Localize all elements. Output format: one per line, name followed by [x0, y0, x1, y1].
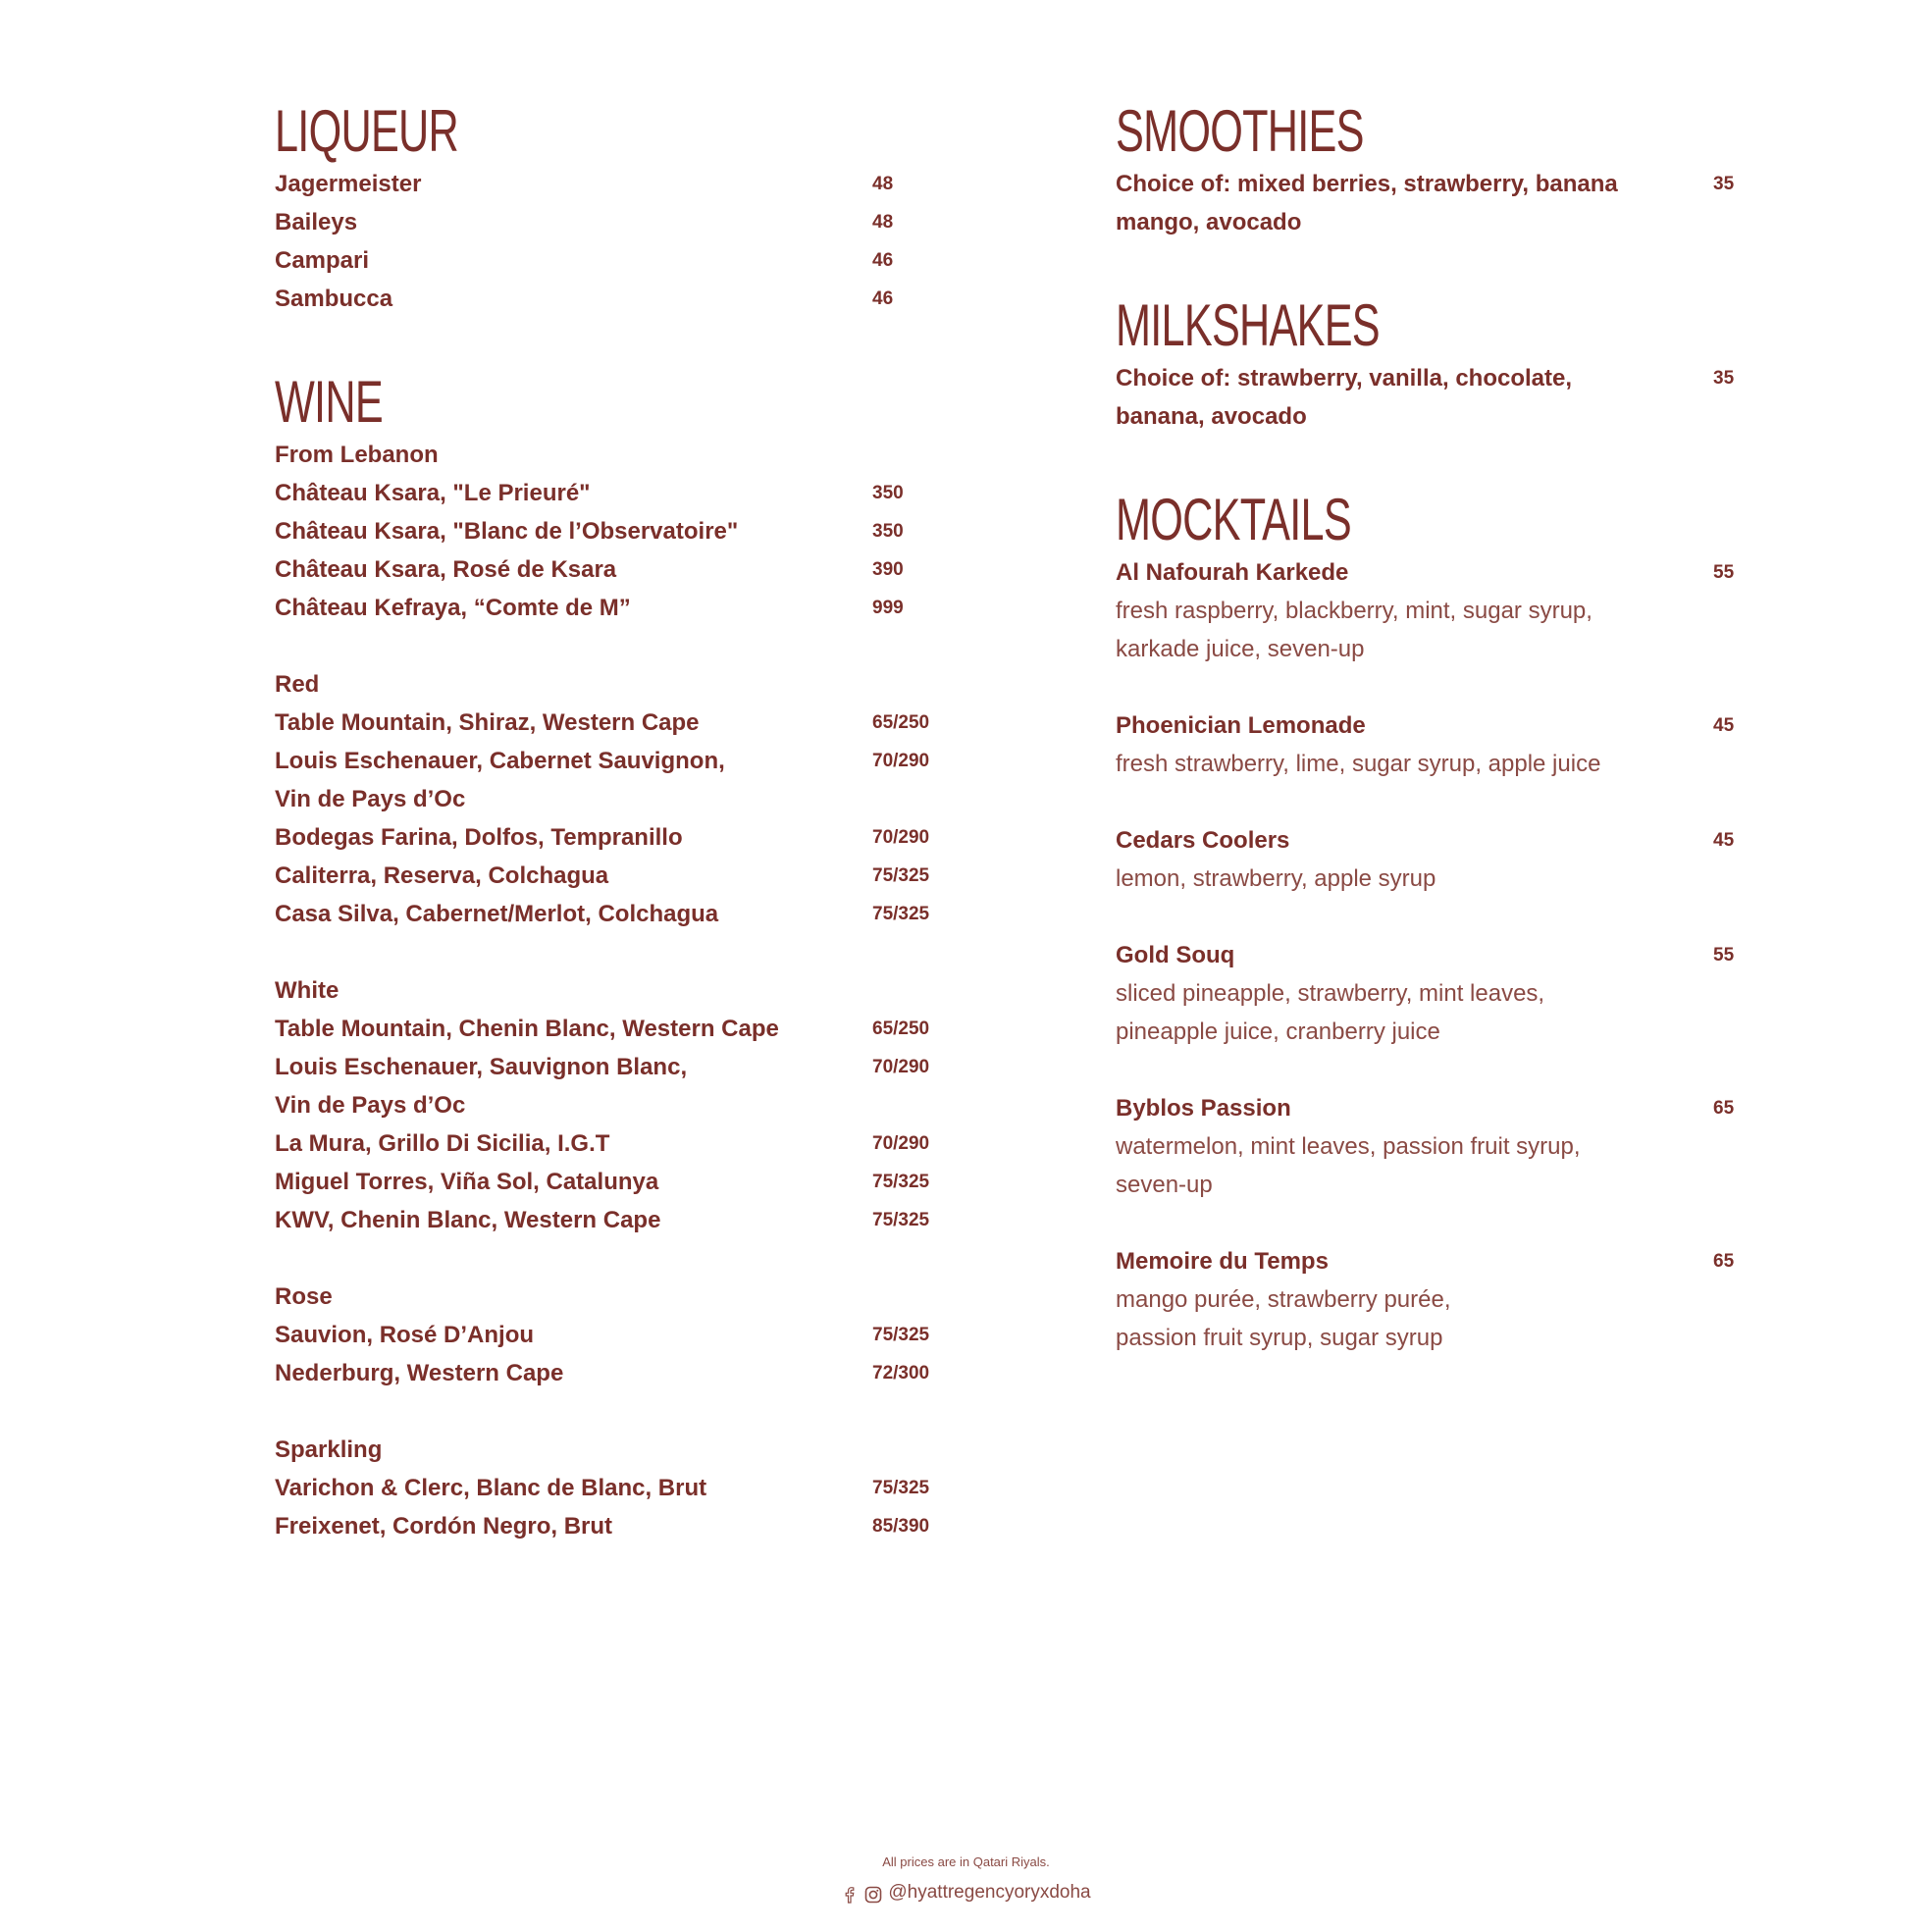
item-price: 65 — [1713, 1098, 1735, 1119]
left-column — [275, 98, 962, 1596]
item-name: Vin de Pays d’Oc — [275, 1092, 466, 1119]
right-column — [1116, 98, 1749, 1408]
menu-item — [275, 704, 962, 742]
item-name: Louis Eschenauer, Sauvignon Blanc, — [275, 1054, 688, 1080]
social-handle-text[interactable]: @hyattregencyoryxdoha — [888, 1882, 1091, 1903]
menu-item — [275, 780, 962, 818]
mocktail-item — [1116, 1242, 1749, 1357]
mocktails-section — [1116, 487, 1749, 1357]
item-description: mango purée, strawberry purée, — [1116, 1286, 1451, 1313]
item-name: Table Mountain, Chenin Blanc, Western Cape — [275, 1016, 779, 1042]
menu-item — [275, 1086, 962, 1124]
menu-item — [275, 1010, 962, 1048]
item-price: 72/300 — [872, 1363, 930, 1384]
item-price: 70/290 — [872, 1133, 930, 1154]
menu-item — [275, 1316, 962, 1354]
item-name: Vin de Pays d’Oc — [275, 786, 466, 812]
item-price: 65/250 — [872, 1018, 930, 1039]
item-name: KWV, Chenin Blanc, Western Cape — [275, 1207, 661, 1233]
item-name: Caliterra, Reserva, Colchagua — [275, 862, 609, 889]
menu-item — [1116, 359, 1749, 397]
mocktail-item — [1116, 936, 1749, 1051]
item-name: Phoenician Lemonade — [1116, 712, 1366, 739]
item-name: Byblos Passion — [1116, 1095, 1291, 1122]
item-price: 75/325 — [872, 1210, 930, 1230]
item-name: Campari — [275, 247, 370, 274]
section-title-liqueur: LIQUEUR — [275, 98, 458, 164]
item-price: 85/390 — [872, 1516, 930, 1537]
subheading-red: Red — [275, 671, 320, 698]
item-name: Memoire du Temps — [1116, 1248, 1329, 1275]
spacer — [275, 1239, 962, 1278]
menu-item — [1116, 1089, 1749, 1127]
subheading-lebanon: From Lebanon — [275, 442, 439, 468]
subheading-sparkling: Sparkling — [275, 1436, 383, 1463]
item-description: fresh strawberry, lime, sugar syrup, apple juice — [1116, 751, 1601, 777]
menu-item — [275, 1201, 962, 1239]
item-description: lemon, strawberry, apple syrup — [1116, 865, 1436, 892]
item-name: Château Ksara, "Blanc de l’Observatoire" — [275, 518, 739, 545]
item-name: Casa Silva, Cabernet/Merlot, Colchagua — [275, 901, 719, 927]
item-name: Sauvion, Rosé D’Anjou — [275, 1322, 535, 1348]
menu-item — [275, 512, 962, 550]
item-price: 75/325 — [872, 904, 930, 924]
item-price: 35 — [1713, 174, 1735, 194]
item-price: 48 — [872, 174, 894, 194]
item-price: 45 — [1713, 715, 1735, 736]
item-name: Table Mountain, Shiraz, Western Cape — [275, 709, 700, 736]
item-name: Château Kefraya, “Comte de M” — [275, 595, 631, 621]
mocktail-item — [1116, 706, 1749, 783]
spacer — [275, 933, 962, 971]
item-price: 70/290 — [872, 1057, 930, 1077]
spacer — [275, 1392, 962, 1431]
item-name: Gold Souq — [1116, 942, 1235, 968]
menu-item — [275, 1507, 962, 1545]
item-price: 75/325 — [872, 865, 930, 886]
item-name: La Mura, Grillo Di Sicilia, I.G.T — [275, 1130, 610, 1157]
menu-item — [275, 1354, 962, 1392]
item-description: seven-up — [1116, 1172, 1213, 1198]
item-name: Sambucca — [275, 286, 393, 312]
smoothies-section — [1116, 98, 1749, 241]
item-name: Miguel Torres, Viña Sol, Catalunya — [275, 1169, 659, 1195]
item-name: Freixenet, Cordón Negro, Brut — [275, 1513, 613, 1540]
item-name: Nederburg, Western Cape — [275, 1360, 564, 1386]
item-price: 70/290 — [872, 827, 930, 848]
item-price: 350 — [872, 521, 904, 542]
item-name: Château Ksara, Rosé de Ksara — [275, 556, 617, 583]
item-price: 65/250 — [872, 712, 930, 733]
item-description: sliced pineapple, strawberry, mint leaves, — [1116, 980, 1545, 1007]
item-price: 999 — [872, 598, 904, 618]
item-price: 35 — [1713, 368, 1735, 389]
item-description: karkade juice, seven-up — [1116, 636, 1365, 662]
item-name: Cedars Coolers — [1116, 827, 1290, 854]
item-price: 390 — [872, 559, 904, 580]
item-price: 75/325 — [872, 1172, 930, 1192]
subheading-rose: Rose — [275, 1283, 333, 1310]
item-price: 75/325 — [872, 1325, 930, 1345]
menu-item — [1116, 553, 1749, 592]
item-name: Louis Eschenauer, Cabernet Sauvignon, — [275, 748, 725, 774]
menu-item — [1116, 165, 1749, 203]
item-price: 46 — [872, 288, 894, 309]
item-name: mango, avocado — [1116, 209, 1302, 235]
section-title-smoothies: SMOOTHIES — [1116, 98, 1364, 164]
item-price: 55 — [1713, 945, 1735, 966]
menu-item — [1116, 706, 1749, 745]
menu-item — [275, 1469, 962, 1507]
wine-section — [275, 369, 962, 1545]
menu-item — [275, 895, 962, 933]
item-description: pineapple juice, cranberry juice — [1116, 1018, 1440, 1045]
item-name: Jagermeister — [275, 171, 422, 197]
menu-item — [275, 203, 962, 241]
section-title-milkshakes: MILKSHAKES — [1116, 292, 1380, 358]
menu-item-continued — [1116, 397, 1749, 436]
menu-item — [275, 818, 962, 857]
menu-item — [275, 550, 962, 589]
item-price: 48 — [872, 212, 894, 233]
menu-item — [275, 241, 962, 280]
item-name: Varichon & Clerc, Blanc de Blanc, Brut — [275, 1475, 707, 1501]
menu-item — [275, 857, 962, 895]
menu-item — [275, 589, 962, 627]
mocktail-item — [1116, 821, 1749, 898]
item-description: passion fruit syrup, sugar syrup — [1116, 1325, 1443, 1351]
spacer — [275, 627, 962, 665]
menu-item — [1116, 821, 1749, 860]
menu-item-continued — [1116, 203, 1749, 241]
item-name: Château Ksara, "Le Prieuré" — [275, 480, 591, 506]
menu-item — [275, 280, 962, 318]
item-name: Al Nafourah Karkede — [1116, 559, 1349, 586]
mocktail-item — [1116, 1089, 1749, 1204]
item-name: banana, avocado — [1116, 403, 1307, 430]
item-description: watermelon, mint leaves, passion fruit syrup, — [1116, 1133, 1581, 1160]
menu-item — [275, 742, 962, 780]
item-price: 46 — [872, 250, 894, 271]
menu-item — [275, 165, 962, 203]
price-note: All prices are in Qatari Riyals. — [882, 1854, 1050, 1869]
menu-item — [275, 1048, 962, 1086]
liqueur-section — [275, 98, 962, 318]
milkshakes-section — [1116, 292, 1749, 436]
instagram-icon[interactable] — [864, 1884, 882, 1902]
item-price: 55 — [1713, 562, 1735, 583]
item-name: Choice of: mixed berries, strawberry, banana — [1116, 171, 1618, 197]
item-description: fresh raspberry, blackberry, mint, sugar syrup, — [1116, 598, 1593, 624]
menu-item — [275, 1124, 962, 1163]
subheading-white: White — [275, 977, 339, 1004]
item-price: 350 — [872, 483, 904, 503]
menu-item — [1116, 936, 1749, 974]
item-name: Baileys — [275, 209, 358, 235]
section-title-wine: WINE — [275, 369, 383, 435]
section-title-mocktails: MOCKTAILS — [1116, 487, 1351, 552]
item-price: 70/290 — [872, 751, 930, 771]
item-name: Choice of: strawberry, vanilla, chocolate, — [1116, 365, 1573, 392]
item-name: Bodegas Farina, Dolfos, Tempranillo — [275, 824, 683, 851]
social-handle[interactable] — [841, 1878, 1090, 1907]
item-price: 75/325 — [872, 1478, 930, 1498]
menu-item — [275, 474, 962, 512]
menu-item — [1116, 1242, 1749, 1280]
item-price: 45 — [1713, 830, 1735, 851]
mocktail-item — [1116, 553, 1749, 668]
facebook-icon[interactable] — [841, 1884, 859, 1902]
footer — [0, 1853, 1932, 1908]
menu-item — [275, 1163, 962, 1201]
item-price: 65 — [1713, 1251, 1735, 1272]
